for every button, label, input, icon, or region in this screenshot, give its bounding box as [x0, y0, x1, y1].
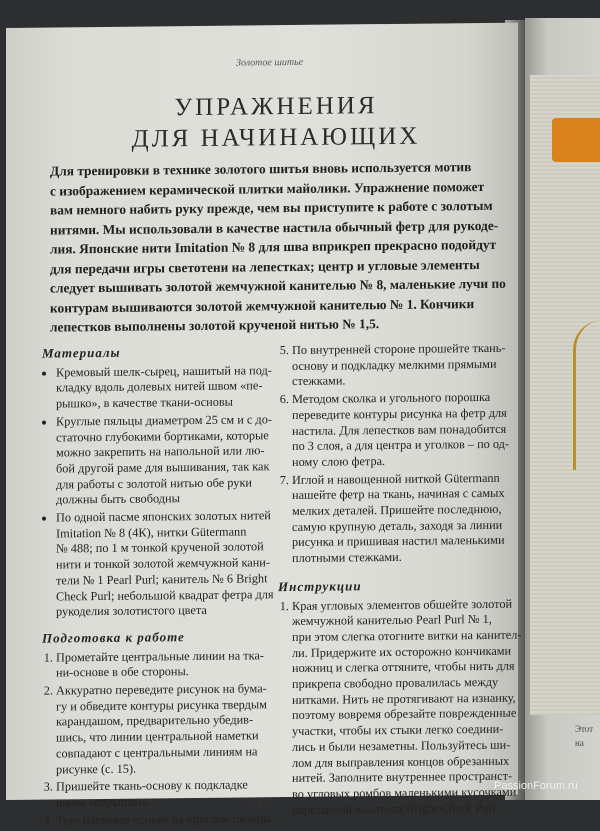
- intro-line: нитями. Мы использовали в качестве настила обычный фетр для рукоде-: [50, 217, 499, 238]
- right-caption-line: на: [575, 738, 584, 748]
- right-column: [278, 340, 522, 821]
- instructions-list: [278, 596, 522, 818]
- intro-paragraph: [50, 157, 506, 337]
- list-item: • По одной пасме японских золотых нитей Imitation № 8 (4К), нитки Gütermann № 488; по 1 м тонкой крученой золотой нити и тонкой золотой жемчужной кани- тели № 1 Pearl Purl; канитель № 6 Bright Check Purl; небольшой квадрат фетра для рукоделия золотистого цвета: [56, 508, 268, 620]
- list-item: 2. Аккуратно переведите рисунок на бума- гу и обведите контуры рисунка твердым карандашом, предварительно убедив- шись, что линии центральной наметки совпадают с центральными линиям на рисунке (с. 15).: [56, 681, 268, 777]
- intro-line: лия. Японские нити Imitation № 8 для шва вприкреп прекрасно подойдут: [50, 236, 497, 257]
- list-item: 1. Края угловых элементов обшейте золотой жемчужной канителью Pearl Purl № 1, при этом слегка отогните витки на канител- ли. Придержите их осторожно кончиками ножниц и слегка оттяните, чтобы нить для прикрепа свободно провалилась между нитками. Нить не протягивают на изнанку, поэтому вовремя обрезайте поврежденные участки, чтобы их стыки легко соедини- лись и были незаметны. Пользуйтесь ши- лом для выправления концов обрезанных нитей. Заполните внутреннее пространст- во угловых ромбов маленькими кусочками нарезанной канители Bright Check Purl.: [292, 596, 510, 818]
- intro-line: Для тренировки в технике золотого шитья вновь используется мотив: [50, 159, 472, 179]
- title-line: ДЛЯ НАЧИНАЮЩИХ: [131, 122, 421, 153]
- gold-thread-curve: [573, 320, 600, 470]
- page-number: 118: [251, 795, 271, 811]
- list-item: 4. Туго натяните основу на круглые пяльцы.: [56, 811, 268, 829]
- right-caption-line: Этот: [575, 724, 594, 734]
- intro-line: с изображением керамической плитки майолики. Упражнение поможет: [50, 178, 485, 199]
- intro-line: следует вышивать золотой жемчужной канителью № 8, маленькие лучи по: [50, 275, 506, 296]
- list-item: 6. Методом сколка и угольного порошка переведите контуры рисунка на фетр для настила. Для лепестков вам понадобится по 3 слоя, а для центра и уголков – по од- ному слою фетра.: [292, 390, 510, 471]
- left-page: [6, 23, 522, 828]
- steps-list: [278, 341, 510, 567]
- intro-line: вам немного набить руку прежде, чем вы приступите к работе с золотым: [50, 197, 493, 218]
- instructions-heading: Инструкции: [278, 578, 362, 594]
- left-column: [42, 343, 275, 831]
- list-item: • Круглые пяльцы диаметром 25 см и с до- статочно глубокими бортиками, которые можно закрепить на напольной или лю- бой другой раме для вышивания, так как для работы с золотой нитью обе руки должны быть свободны: [56, 412, 268, 508]
- preparation-heading: Подготовка к работе: [42, 629, 185, 646]
- list-item: 3. Пришейте ткань-основу к подкладке швом «перышко».: [56, 778, 268, 812]
- right-caption: [575, 722, 593, 750]
- list-item: 7. Иглой и навощенной ниткой Gütermann нашейте фетр на ткань, начиная с самых мелких деталей. Пришейте последнюю, самую крупную деталь, заходя за линии рисунка и пришивая настил маленькими плотными стежками.: [292, 470, 510, 567]
- materials-list: [42, 362, 274, 621]
- list-item: 5. По внутренней стороне прошейте ткань- основу и подкладку мелкими прямыми стежками.: [292, 341, 510, 390]
- title-line: УПРАЖНЕНИЯ: [174, 92, 378, 122]
- page-title: [76, 89, 476, 155]
- watermark: PassionForum.ru: [494, 780, 578, 792]
- materials-heading: Материалы: [42, 344, 121, 361]
- list-item: 1. Прометайте центральные линии на тка- ни-основе в обе стороны.: [56, 648, 268, 682]
- intro-line: для передачи игры светотени на лепестках; центр и угловые элементы: [50, 256, 480, 277]
- intro-line: лепестков выполнены золотой крученой нитью № 1,5.: [50, 316, 380, 335]
- running-head: Золотое шитье: [236, 56, 304, 69]
- gold-embroidery-patch: [552, 118, 600, 162]
- intro-line: контурам вышиваются золотой жемчужной канителью № 1. Кончики: [50, 295, 475, 316]
- preparation-list: [42, 647, 275, 829]
- list-item: • Кремовый шелк-сырец, нашитый на под- кладку вдоль долевых нитей швом «пе- рышко», в качестве ткани-основы: [56, 363, 268, 412]
